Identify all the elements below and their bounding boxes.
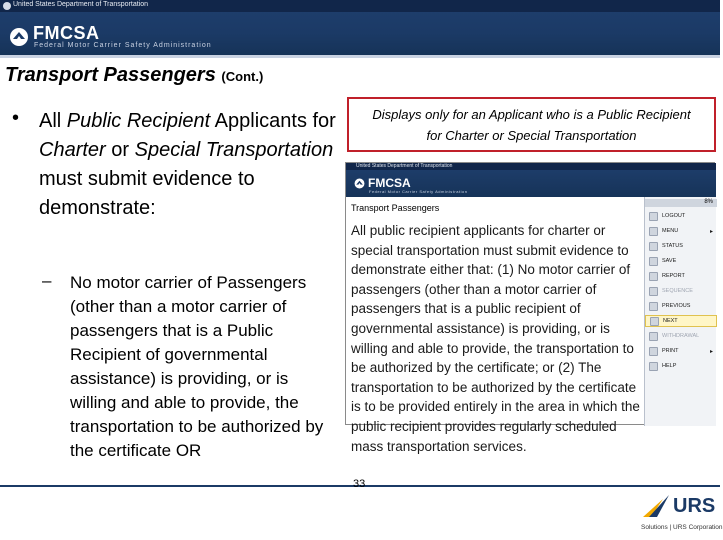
bullet-text-part: or [105,139,135,161]
report-icon [649,272,658,281]
print-icon [649,347,658,356]
screenshot-page-heading: Transport Passengers [351,203,440,213]
screenshot-logo-subtitle: Federal Motor Carrier Safety Administration [369,189,468,194]
logout-icon [649,212,658,221]
urs-logo-text: URS [673,495,716,517]
header-banner [0,0,720,55]
screenshot-fmcsa-logo-icon [354,178,365,189]
sequence-icon [649,287,658,296]
sidebar-button-label: HELP [662,363,677,369]
sidebar-button-previous[interactable] [645,300,717,312]
screenshot-sidebar [644,197,716,426]
bullet-emphasis-public-recipient: Public Recipient [66,110,211,132]
progress-indicator: 8% [645,199,717,207]
fmcsa-logo-subtitle: Federal Motor Carrier Safety Administration [34,42,212,49]
sub-bullet-marker: – [42,271,52,290]
screenshot-department-label: United States Department of Transportation [356,163,453,169]
screenshot-header [346,163,716,197]
sidebar-button-sequence[interactable] [645,285,717,297]
sidebar-button-label: LOGOUT [662,213,686,219]
main-bullet [39,107,339,223]
sidebar-button-label: SEQUENCE [662,288,693,294]
slide-title-cont: (Cont.) [221,69,264,84]
status-icon [649,242,658,251]
dot-strip [0,0,720,12]
sidebar-button-label: SAVE [662,258,677,264]
bullet-text-part: All [39,110,67,132]
fmcsa-logo-text: FMCSA [33,23,100,43]
next-icon [650,317,659,326]
submenu-arrow-icon: ▸ [709,228,713,235]
bullet-text-part: must submit evidence to demonstrate: [39,168,255,219]
sidebar-button-status[interactable] [645,240,717,252]
urs-tagline: Solutions | URS Corporation [641,524,723,531]
sidebar-button-help[interactable] [645,360,717,372]
slide-title-main: Transport Passengers [5,64,216,86]
withdrawal-icon [649,332,658,341]
previous-icon [649,302,658,311]
page-number: 33 [353,478,366,490]
submenu-arrow-icon: ▸ [709,348,713,355]
sub-bullet: No motor carrier of Passengers (other than a motor carrier of passengers that is a Public Recipient of governmental assistance) is providing, or is willing and able to provide, the transportation to be authorized by the certificate OR [70,273,324,460]
sidebar-button-report[interactable] [645,270,717,282]
dot-seal-icon [3,2,11,10]
banner-divider [0,55,720,58]
fmcsa-logo-icon [9,27,29,47]
sidebar-button-menu[interactable] [645,225,717,237]
screenshot-body-text: All public recipient applicants for charter or special transportation must submit evidence to demonstrate either that: (1) No motor carrier of passengers (other than a motor carrier of passengers that is a public recipient of governmental assistance) is providing, or is willing and able to provide, the transportation to be authorized by the certificate; or (2) The transportation to be authorized by the certificate is to be provided entirely in the area in which the public recipient provides regularly scheduled mass transportation services. [351,223,640,454]
bullet-emphasis-special-transportation: Special Transportation [134,139,334,161]
sidebar-button-label: WITHDRAWAL [662,333,700,339]
bullet-emphasis-charter: Charter [39,139,106,161]
menu-icon [649,227,658,236]
screenshot-logo-text: FMCSA [368,176,411,190]
screenshot-dot-strip [346,163,716,170]
urs-logo [643,489,717,519]
sidebar-button-label: MENU [662,228,679,234]
sidebar-button-label: STATUS [662,243,683,249]
bullet-text-part: Applicants for [210,110,336,132]
callout-text: Displays only for an Applicant who is a Public Recipient for Charter or Special Transportation [372,106,691,143]
callout-box [347,97,716,152]
embedded-screenshot [345,162,715,454]
help-icon [649,362,658,371]
sidebar-button-label: PREVIOUS [662,303,691,309]
department-label: United States Department of Transportation [13,1,149,8]
sidebar-button-withdrawal[interactable] [645,330,717,342]
sidebar-button-label: PRINT [662,348,679,354]
bullet-marker: • [12,107,20,129]
slide-title [5,64,263,87]
sidebar-button-save[interactable] [645,255,717,267]
sidebar-button-label: REPORT [662,273,685,279]
save-icon [649,257,658,266]
sidebar-button-next[interactable] [645,315,717,327]
sidebar-button-label: NEXT [663,318,678,324]
sidebar-button-logout[interactable] [645,210,717,222]
sidebar-button-print[interactable] [645,345,717,357]
